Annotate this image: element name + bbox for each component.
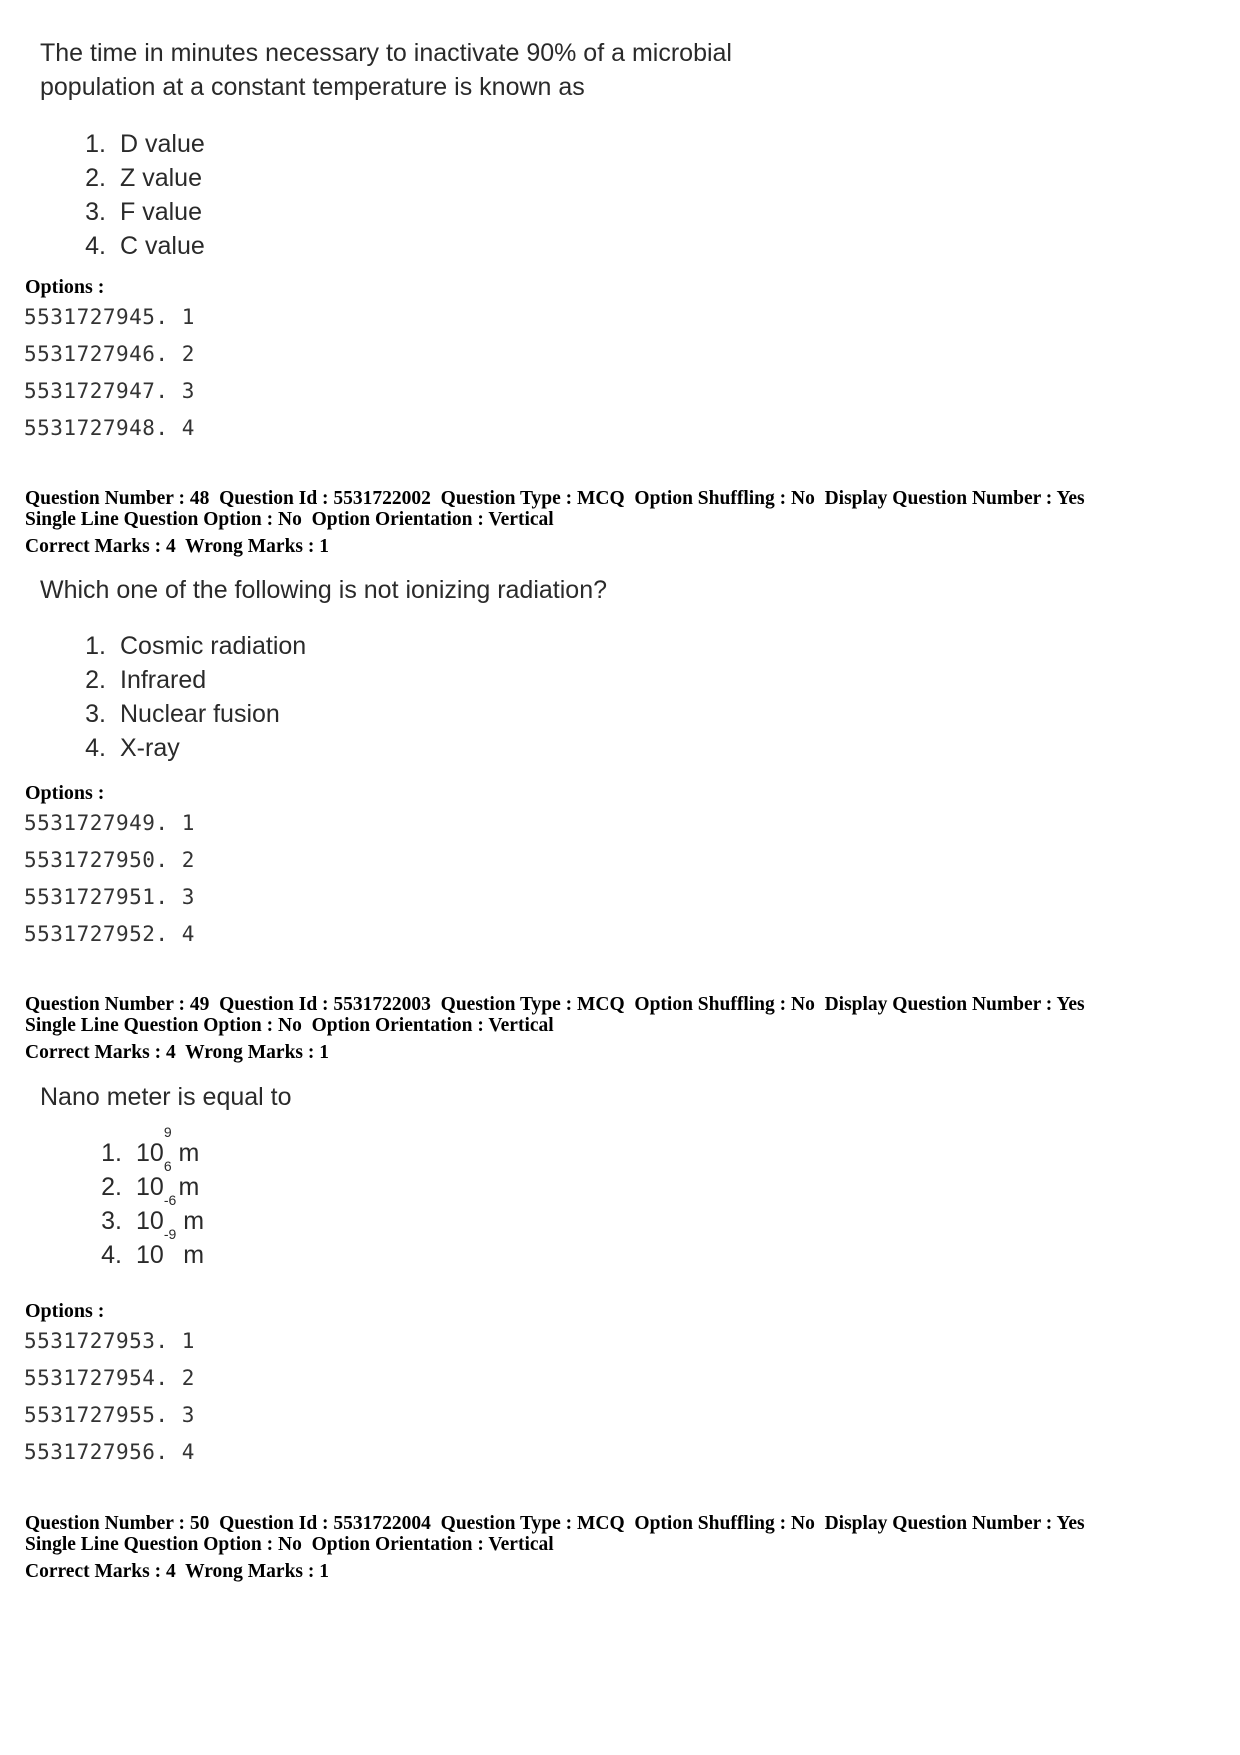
choice-item xyxy=(84,1226,292,1272)
option-id: 5531727946. 2 xyxy=(24,342,195,366)
choice-item xyxy=(84,1124,292,1170)
choice-number: 1. xyxy=(85,632,106,660)
option-id: 5531727948. 4 xyxy=(24,416,195,440)
question-meta-line: Question Number : 50 Question Id : 5531722004 Question Type : MCQ Option Shuffling : No Display Question Number : Yes xyxy=(25,1513,1085,1534)
option-id: 5531727945. 1 xyxy=(24,305,195,329)
choice-text: X-ray xyxy=(120,734,180,762)
choice-list xyxy=(84,1124,292,1272)
choice-unit: m xyxy=(176,1207,205,1235)
options-label: Options : xyxy=(25,1300,105,1322)
choice-text: Nuclear fusion xyxy=(120,700,280,728)
question-meta-line: Single Line Question Option : No Option Orientation : Vertical xyxy=(25,1015,554,1036)
options-label: Options : xyxy=(25,782,105,804)
choice-list xyxy=(68,629,607,765)
choice-item xyxy=(68,663,607,697)
marks-line: Correct Marks : 4 Wrong Marks : 1 xyxy=(25,536,330,557)
option-id: 5531727952. 4 xyxy=(24,922,195,946)
choice-item xyxy=(84,1158,292,1204)
option-id: 5531727956. 4 xyxy=(24,1440,195,1464)
choice-item xyxy=(68,161,732,195)
options-label: Options : xyxy=(25,276,105,298)
question-meta-line: Single Line Question Option : No Option Orientation : Vertical xyxy=(25,509,554,530)
option-id: 5531727954. 2 xyxy=(24,1366,195,1390)
option-id: 5531727949. 1 xyxy=(24,811,195,835)
choice-item xyxy=(68,731,607,765)
marks-line: Correct Marks : 4 Wrong Marks : 1 xyxy=(25,1042,330,1063)
choice-number: 1. xyxy=(101,1139,122,1167)
question-meta-line: Single Line Question Option : No Option Orientation : Vertical xyxy=(25,1534,554,1555)
option-id: 5531727953. 1 xyxy=(24,1329,195,1353)
choice-item xyxy=(68,127,732,161)
choice-text: Cosmic radiation xyxy=(120,632,307,660)
option-id-list xyxy=(24,1328,195,1476)
question-text: Which one of the following is not ionizing radiation? xyxy=(40,576,608,604)
choice-item xyxy=(68,629,607,663)
choice-exponent: -6 xyxy=(163,1192,177,1208)
option-id: 5531727950. 2 xyxy=(24,848,195,872)
choice-number: 3. xyxy=(85,700,106,728)
marks-line: Correct Marks : 4 Wrong Marks : 1 xyxy=(25,1561,330,1582)
choice-item xyxy=(68,697,607,731)
choice-number: 2. xyxy=(85,666,106,694)
question-48-content xyxy=(40,573,607,765)
option-id: 5531727955. 3 xyxy=(24,1403,195,1427)
choice-item xyxy=(68,229,732,263)
choice-text: Infrared xyxy=(120,666,207,694)
question-50-meta xyxy=(25,1513,1085,1582)
choice-list xyxy=(68,127,732,263)
question-text-line: population at a constant temperature is known as xyxy=(40,73,585,101)
option-id: 5531727947. 3 xyxy=(24,379,195,403)
question-48-meta xyxy=(25,488,1085,557)
choice-unit: m xyxy=(171,1139,200,1167)
choice-text: F value xyxy=(120,198,202,226)
choice-number: 4. xyxy=(85,232,106,260)
choice-base: 10 xyxy=(136,1139,164,1167)
choice-number: 3. xyxy=(85,198,106,226)
choice-number: 2. xyxy=(85,164,106,192)
choice-text: C value xyxy=(120,232,205,260)
choice-exponent: 6 xyxy=(163,1158,172,1174)
choice-text: D value xyxy=(120,130,205,158)
question-meta-line: Question Number : 49 Question Id : 5531722003 Question Type : MCQ Option Shuffling : No Display Question Number : Yes xyxy=(25,994,1085,1015)
choice-exponent: -9 xyxy=(163,1226,177,1242)
choice-text: Z value xyxy=(120,164,202,192)
choice-number: 2. xyxy=(101,1173,122,1201)
choice-item xyxy=(84,1192,292,1238)
choice-unit: m xyxy=(176,1241,205,1269)
choice-number: 3. xyxy=(101,1207,122,1235)
choice-unit: m xyxy=(171,1173,200,1201)
choice-base: 10 xyxy=(136,1241,164,1269)
question-47-content xyxy=(40,36,732,263)
choice-base: 10 xyxy=(136,1173,164,1201)
question-49-content xyxy=(40,1080,292,1272)
choice-number: 4. xyxy=(101,1241,122,1269)
choice-number: 1. xyxy=(85,130,106,158)
choice-item xyxy=(68,195,732,229)
option-id-list xyxy=(24,810,195,958)
option-id-list xyxy=(24,304,195,452)
choice-exponent: 9 xyxy=(163,1124,172,1140)
choice-number: 4. xyxy=(85,734,106,762)
question-meta-line: Question Number : 48 Question Id : 5531722002 Question Type : MCQ Option Shuffling : No Display Question Number : Yes xyxy=(25,488,1085,509)
question-text: Nano meter is equal to xyxy=(40,1083,292,1111)
question-text-line: The time in minutes necessary to inactivate 90% of a microbial xyxy=(40,39,732,67)
option-id: 5531727951. 3 xyxy=(24,885,195,909)
question-49-meta xyxy=(25,994,1085,1063)
choice-base: 10 xyxy=(136,1207,164,1235)
